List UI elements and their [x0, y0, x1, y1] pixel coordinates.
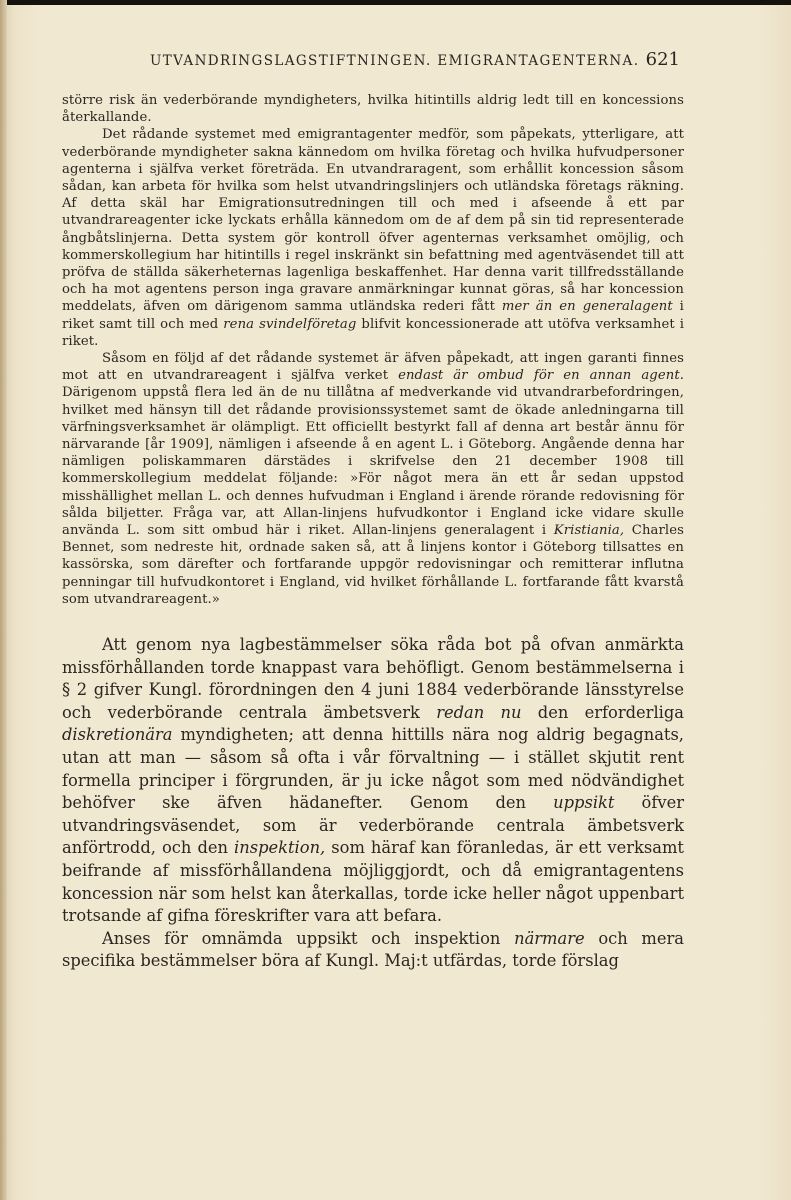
large-print-section: [62, 634, 684, 973]
paragraph-agent-consequence: Såsom en följd af det rådande systemet är äfven påpekadt, att ingen garanti finnes mot att en utvandrareagent i själfva verket endast är ombud för en annan agent. Därigenom uppstå flera led än de nu tillåtna af medverkande vid utvandrarbefordringen, hvilket med hänsyn till det rådande provisionssystemet samt de ökade anledningarna till värfningsverksamhet är olämpligt. Ett officiellt bestyrkt fall af denna art består ännu för närvarande [år 1909], nämligen i afseende å en agent L. i Göteborg. Angående denna har nämligen poliskammaren därstädes i skrifvelse den 21 december 1908 till kommerskollegium meddelat följande: »För något mera än ett år sedan uppstod misshällighet mellan L. och dennes hufvudman i England i ärende rörande redovisning för sålda biljetter. Fråga var, att Allan-linjens hufvudkontor i England icke vidare skulle använda L. som sitt ombud här i riket. Allan-linjens generalagent i Kristiania, Charles Bennet, som nedreste hit, ordnade saken så, att å linjens kontor i Göteborg tillsattes en kassörska, som därefter och fortfarande uppgör redovisningar och remitterar influtna penningar till hufvudkontoret i England, vid hvilket förhållande L. fortfarande fått kvarstå som utvandrareagent.»: [62, 351, 685, 607]
italic-emphasis: uppsikt: [553, 793, 615, 813]
page-top-edge: [0, 0, 791, 5]
paragraph-legislation: Att genom nya lagbestämmelser söka råda bot på ofvan anmärkta missförhållanden torde knappast vara behöfligt. Genom bestämmelserna i § 2 gifver Kungl. förordningen den 4 juni 1884 vederbörande länsstyrelse och vederbörande centrala ämbetsverk redan nu den erforderliga diskretionära myndigheten; att denna hittills nära nog aldrig begagnats, utan att man — såsom så ofta i vår förvaltning — i stället skjutit rent formella principer i förgrunden, är ju icke något som med nödvändighet behöfver ske äfven hädanefter. Genom den uppsikt öfver utvandringsväsendet, som är vederbörande centrala ämbetsverk anförtrodd, och den inspektion, som häraf kan föranledas, är ett verksamt beifrande af missförhållandena möjliggjordt, och då emigrantagentens koncession när som helst kan återkallas, torde icke heller något uppenbart trotsande af gifna föreskrifter vara att befara.: [62, 635, 684, 926]
italic-emphasis: rena svindelföretag: [223, 316, 357, 332]
italic-emphasis: diskretionära: [62, 725, 173, 745]
page-body: [62, 92, 684, 973]
italic-emphasis: redan nu: [436, 702, 522, 722]
italic-emphasis: Kristiania,: [553, 523, 625, 539]
paragraph-agent-system: Det rådande systemet med emigrantagenter medför, som påpekats, ytterligare, att vederbörande myndigheter sakna kännedom om hvilka företag och hvilka hufvudpersoner agenterna i själfva verket företräda. En utvandraragent, som erhållit koncession såsom sådan, kan arbeta för hvilka som helst utvandringslinjers och utländska företags räkning. Af detta skäl har Emigrationsutredningen till och med i afseende å ett par utvandrareagenter icke lyckats erhålla kännedom om de af dem på sin tid representerade ångbåtslinjerna. Detta system gör kontroll öfver agenternas verksamhet omöjlig, och kommerskollegium har hitintills i regel inskränkt sin befattning med agentväsendet till att pröfva de ställda säkerheternas lagenliga beskaffenhet. Har denna varit tillfredsställande och ha mot agentens person inga gravare anmärkningar kunnat göras, så har koncession meddelats, äfven om därigenom samma utländska rederi fått mer än en generalagent i riket samt till och med rena svindelföretag blifvit koncessionerade att utöfva verksamhet i riket.: [62, 127, 685, 349]
italic-emphasis: endast är ombud för en annan agent.: [398, 368, 685, 384]
running-header: [150, 49, 680, 73]
small-print-section: [62, 92, 684, 608]
paragraph-inspection: Anses för omnämda uppsikt och inspektion närmare och mera specifika bestämmelser böra af Kungl. Maj:t utfärdas, torde förslag: [62, 928, 684, 971]
book-spine: [0, 0, 7, 1200]
italic-emphasis: inspektion,: [234, 838, 326, 858]
paragraph-continuation: större risk än vederbörande myndigheters, hvilka hitintills aldrig ledt till en koncessions återkallande.: [62, 93, 684, 126]
running-title: UTVANDRINGSLAGSTIFTNINGEN. EMIGRANTAGENTERNA.: [150, 53, 640, 69]
italic-emphasis: mer än en generalagent: [501, 299, 673, 315]
italic-emphasis: närmare: [514, 928, 585, 948]
page-number: 621: [645, 49, 680, 70]
